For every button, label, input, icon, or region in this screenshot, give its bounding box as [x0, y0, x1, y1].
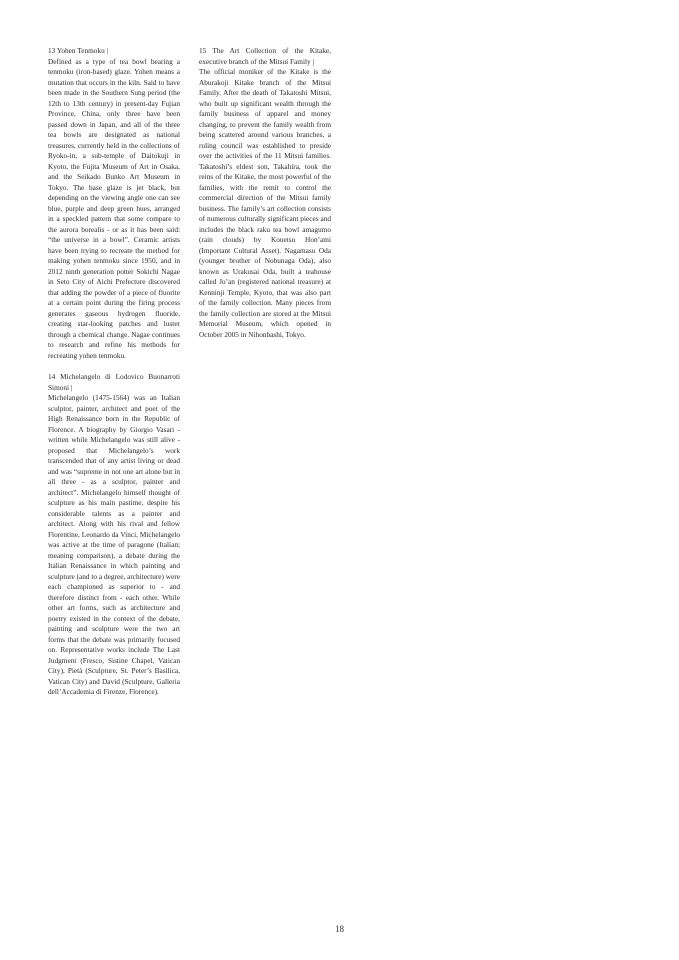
note-body: The official moniker of the Kitake is the Aburakoji Kitake branch of the Mitsui Family. After the death of Takatoshi Mitsui, who built up significant wealth through the family business of apparel and money changing, to prevent the family wealth from being scattered around various branches, a ruling council was established to preside over the activities of the 11 Mitsui families. Takatoshi’s eldest son, Takahira, took the reins of the Kitake, the most powerful of the families, with the remit to control the commercial direction of the Mitsui family business. The family’s art collection consists of numerous culturally significant pieces and includes the black raku tea bowl amagumo (rain clouds) by Kouetsu Hon’ami (Important Cultural Asset). Nagamasu Oda (younger brother of Nobunaga Oda), also known as Urakusai Oda, built a teahouse called Jo’an (registered national treasure) at Kenninji Temple, Kyoto, that was also part of the family collection. Many pieces from the family collection are stored at the Mitsui Memorial Museum, which opened in October 2005 in Nihonbashi, Tokyo. [199, 67, 331, 339]
note-13 [48, 46, 180, 361]
note-15 [199, 46, 331, 340]
note-14 [48, 372, 180, 698]
note-heading: 14 Michelangelo di Lodovico Buonarroti Simoni | [48, 372, 180, 392]
note-heading: 15 The Art Collection of the Kitake, executive branch of the Mitsui Family | [199, 46, 331, 66]
left-column [48, 46, 180, 709]
note-body: Defined as a type of tea bowl bearing a tenmoku (iron-based) glaze. Yohen means a mutation that occurs in the kiln. Said to have been made in the Southern Sung period (the 12th to 13th century) in present-day Fujian Province, China, only three have been passed down in Japan, and all of the three tea bowls are designated as national treasures, currently held in the collections of Ryoko-in, a sub-temple of Daitokuji in Kyoto, the Fujita Museum of Art in Osaka, and the Seikado Bunko Art Museum in Tokyo. The base glaze is jet black, but depending on the viewing angle one can see blue, purple and deep green hues, arranged in a speckled pattern that some compare to the aurora borealis - or as it has been said: “the universe in a bowl”. Ceramic artists have been trying to recreate the method for making yohen tenmoku since 1950, and in 2012 ninth generation potter Sokichi Nagae in Seto City of Aichi Prefecture discovered that adding the powder of a piece of fluorite at a certain point during the firing process generates gaseous hydrogen fluoride, creating star-looking patches and luster through a chemical change. Nagae continues to research and refine his methods for recreating yohen tenmoku. [48, 56, 180, 360]
right-column [199, 46, 331, 351]
page-number: 18 [335, 924, 344, 934]
note-heading: 13 Yohen Tenmoku | [48, 46, 109, 55]
note-body: Michelangelo (1475-1564) was an Italian sculptor, painter, architect and poet of the High Renaissance born in the Republic of Florence. A biography by Giorgio Vasari - written while Michelangelo was still alive - proposed that Michelangelo’s work transcended that of any artist living or dead and was “supreme in not one art alone but in all three - as a sculptor, painter and architect”. Michelangelo himself thought of sculpture as his main pastime, despite his considerable talents as a painter and architect. Along with his rival and fellow Florentine, Leonardo da Vinci, Michelangelo was active at the time of paragone (Italian; meaning comparison), a debate during the Italian Renaissance in which painting and sculpture (and to a degree, architecture) were each championed as superior to - and therefore distinct from - each other. While other art forms, such as architecture and poetry existed in the context of the debate, painting and sculpture were the two art forms that the debate was primarily focused on. Representative works include The Last Judgment (Fresco, Sistine Chapel, Vatican City), Pietà (Sculpture, St. Peter’s Basilica, Vatican City) and David (Sculpture, Galleria dell’Accademia di Firenze, Florence). [48, 393, 180, 696]
